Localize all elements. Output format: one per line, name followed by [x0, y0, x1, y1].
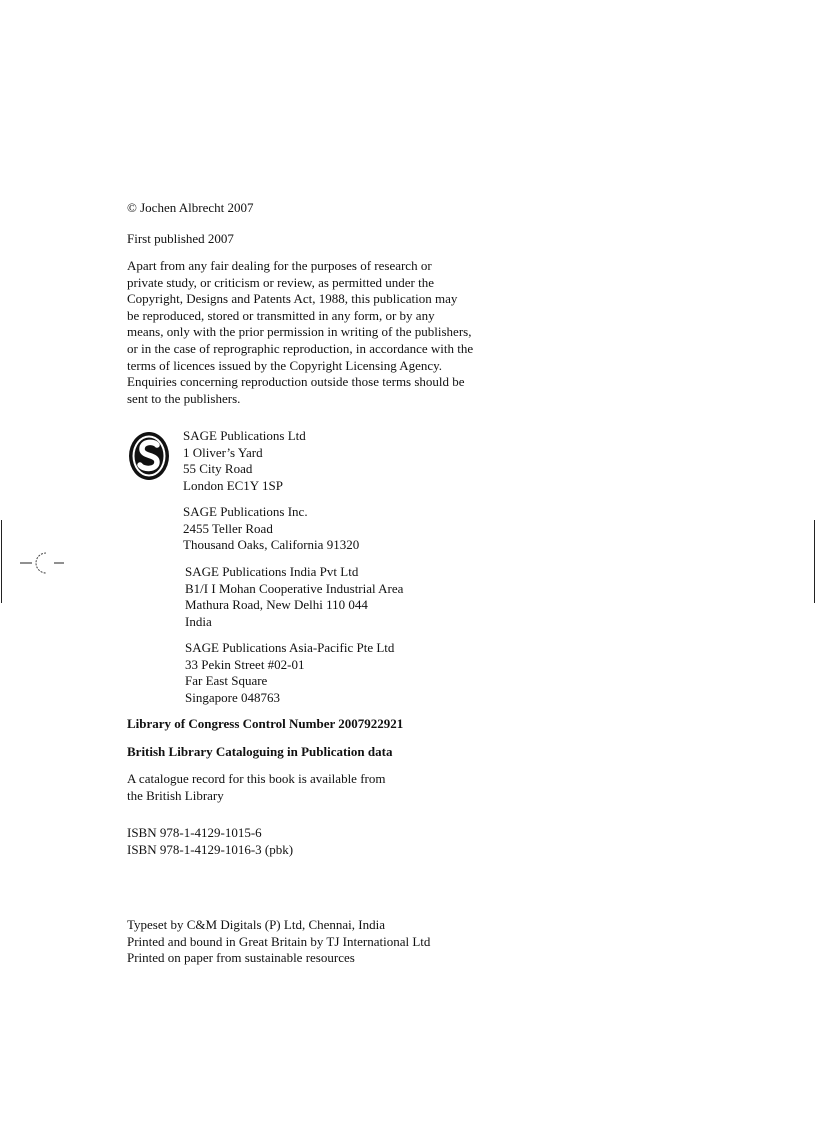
rights-line: Copyright, Designs and Patents Act, 1988, this publication may	[127, 291, 458, 307]
sage-s-logo-icon	[127, 430, 171, 482]
rights-statement	[127, 258, 473, 407]
address-india: SAGE Publications India Pvt Ltd B1/I I Mohan Cooperative Industrial Area Mathura Road, New Delhi 110 044 India	[185, 564, 404, 629]
first-published-line: First published 2007	[127, 231, 234, 246]
rights-line: private study, or criticism or review, as permitted under the	[127, 274, 434, 290]
bl-cataloguing-heading: British Library Cataloguing in Publication data	[127, 744, 393, 759]
address-singapore: SAGE Publications Asia-Pacific Pte Ltd 33 Pekin Street #02-01 Far East Square Singapore 048763	[185, 640, 395, 705]
rights-line: sent to the publishers.	[127, 390, 241, 406]
isbn-list	[127, 825, 293, 858]
crop-mark-left-line	[1, 520, 2, 603]
address-us: SAGE Publications Inc. 2455 Teller Road Thousand Oaks, California 91320	[183, 504, 360, 553]
rights-line: means, only with the prior permission in writing of the publishers,	[127, 324, 472, 340]
printing-details: Typeset by C&M Digitals (P) Ltd, Chennai, India Printed and bound in Great Britain by TJ International Ltd Printed on paper from sustainable resources	[127, 917, 431, 966]
bl-catalogue-note: A catalogue record for this book is available from the British Library	[127, 771, 386, 803]
copyright-line: © Jochen Albrecht 2007	[127, 200, 254, 215]
loc-control-number: Library of Congress Control Number 2007922921	[127, 716, 404, 731]
rights-line: or in the case of reprographic reproduction, in accordance with the	[127, 340, 474, 356]
address-uk: SAGE Publications Ltd 1 Oliver’s Yard 55 City Road London EC1Y 1SP	[183, 428, 306, 493]
isbn-line: ISBN 978-1-4129-1016-3 (pbk)	[127, 841, 294, 857]
isbn-line: ISBN 978-1-4129-1015-6	[127, 825, 262, 840]
registration-mark-icon	[20, 548, 68, 578]
rights-line: Enquiries concerning reproduction outside those terms should be	[127, 374, 465, 390]
rights-line: be reproduced, stored or transmitted in any form, or by any	[127, 307, 435, 323]
rights-line: Apart from any fair dealing for the purposes of research or	[127, 258, 432, 273]
rights-line: terms of licences issued by the Copyright Licensing Agency.	[127, 357, 443, 373]
crop-mark-right-line	[814, 520, 815, 603]
